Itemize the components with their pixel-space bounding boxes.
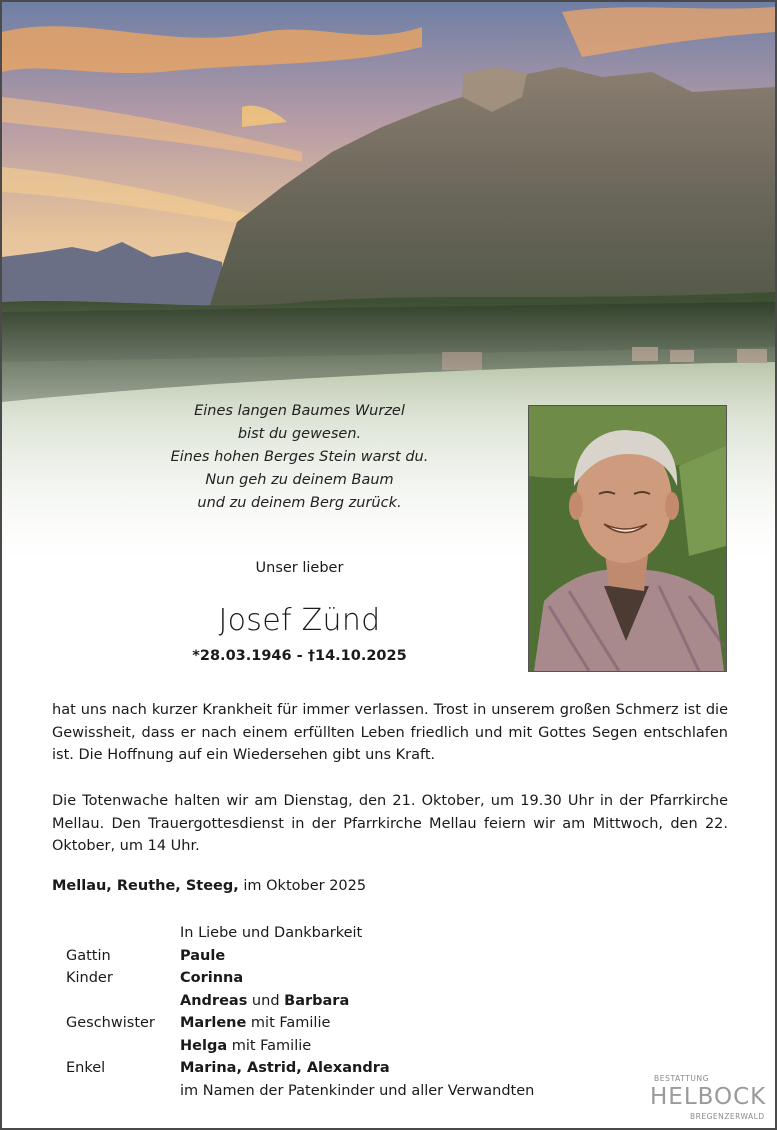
mourner-name: Marina, Astrid, Alexandra: [180, 1060, 390, 1076]
intro-line: Unser lieber: [255, 560, 344, 576]
logo-wordmark: HELBOCK: [650, 1084, 767, 1110]
mourner-name: Barbara: [284, 992, 350, 1009]
mourner-text: und: [247, 992, 285, 1009]
month-year: im Oktober 2025: [238, 878, 367, 894]
mourner-name: Paule: [180, 947, 226, 964]
relation-label: Enkel: [66, 1060, 106, 1076]
mourner-text: mit Familie: [227, 1037, 312, 1054]
relation-label: Kinder: [66, 970, 113, 986]
mourner-row: [2, 967, 775, 990]
mourner-names: [180, 1057, 390, 1080]
place-and-date: [52, 878, 366, 894]
mourners-intro: In Liebe und Dankbarkeit: [180, 925, 363, 941]
logo-tagline: BESTATTUNG: [654, 1074, 710, 1083]
mourner-text: im Namen der Patenkinder und aller Verwandten: [180, 1082, 535, 1099]
mourner-names: [180, 1080, 534, 1103]
relation-label: Geschwister: [66, 1015, 155, 1031]
mourner-names: [180, 990, 349, 1013]
poem-line: Eines langen Baumes Wurzel: [194, 403, 405, 419]
mourner-name: Andreas: [180, 992, 248, 1009]
poem-line: bist du gewesen.: [237, 426, 362, 442]
mourner-names: [180, 1035, 311, 1058]
poem-line: und zu deinem Berg zurück.: [197, 495, 402, 511]
mourners-intro-row: [2, 922, 775, 945]
mourner-names: [180, 1012, 330, 1035]
mourner-name: Marlene: [180, 1015, 247, 1031]
mourner-text: mit Familie: [246, 1015, 331, 1031]
deceased-portrait-photo: [528, 405, 727, 672]
relation-label: Gattin: [66, 947, 111, 964]
mourner-row: [2, 1012, 775, 1035]
life-dates: *28.03.1946 - †14.10.2025: [192, 648, 407, 664]
memorial-poem: [142, 400, 457, 515]
deceased-name: Josef Zünd: [218, 603, 381, 638]
mourner-row: [2, 1035, 775, 1058]
service-paragraph: Die Totenwache halten wir am Dienstag, den 21. Oktober, um 19.30 Uhr in der Pfarrkirche Mellau. Den Trauergottesdienst in der Pfarrkirche Mellau feiern wir am Mittwoch, den 22. Oktober, um 14 Uhr.: [52, 793, 728, 854]
funeral-home-logo: [648, 1072, 770, 1122]
mourner-names: [180, 945, 225, 968]
poem-line: Eines hohen Berges Stein warst du.: [170, 449, 429, 465]
mourner-names: [180, 967, 243, 990]
mourner-name: Helga: [180, 1037, 228, 1054]
mourner-row: [2, 990, 775, 1013]
mourner-name: Corinna: [180, 970, 244, 986]
logo-region: BREGENZERWALD: [690, 1112, 765, 1121]
announcement-paragraph: hat uns nach kurzer Krankheit für immer verlassen. Trost in unserem großen Schmerz ist die Gewissheit, dass er nach einem erfüllten Leben friedlich und mit Gottes Segen entschlafen ist. Die Hoffnung auf ein Wiedersehen gibt uns Kraft.: [52, 702, 728, 763]
poem-line: Nun geh zu deinem Baum: [205, 472, 394, 488]
mourner-row: [2, 945, 775, 968]
place-names: Mellau, Reuthe, Steeg,: [52, 878, 239, 894]
